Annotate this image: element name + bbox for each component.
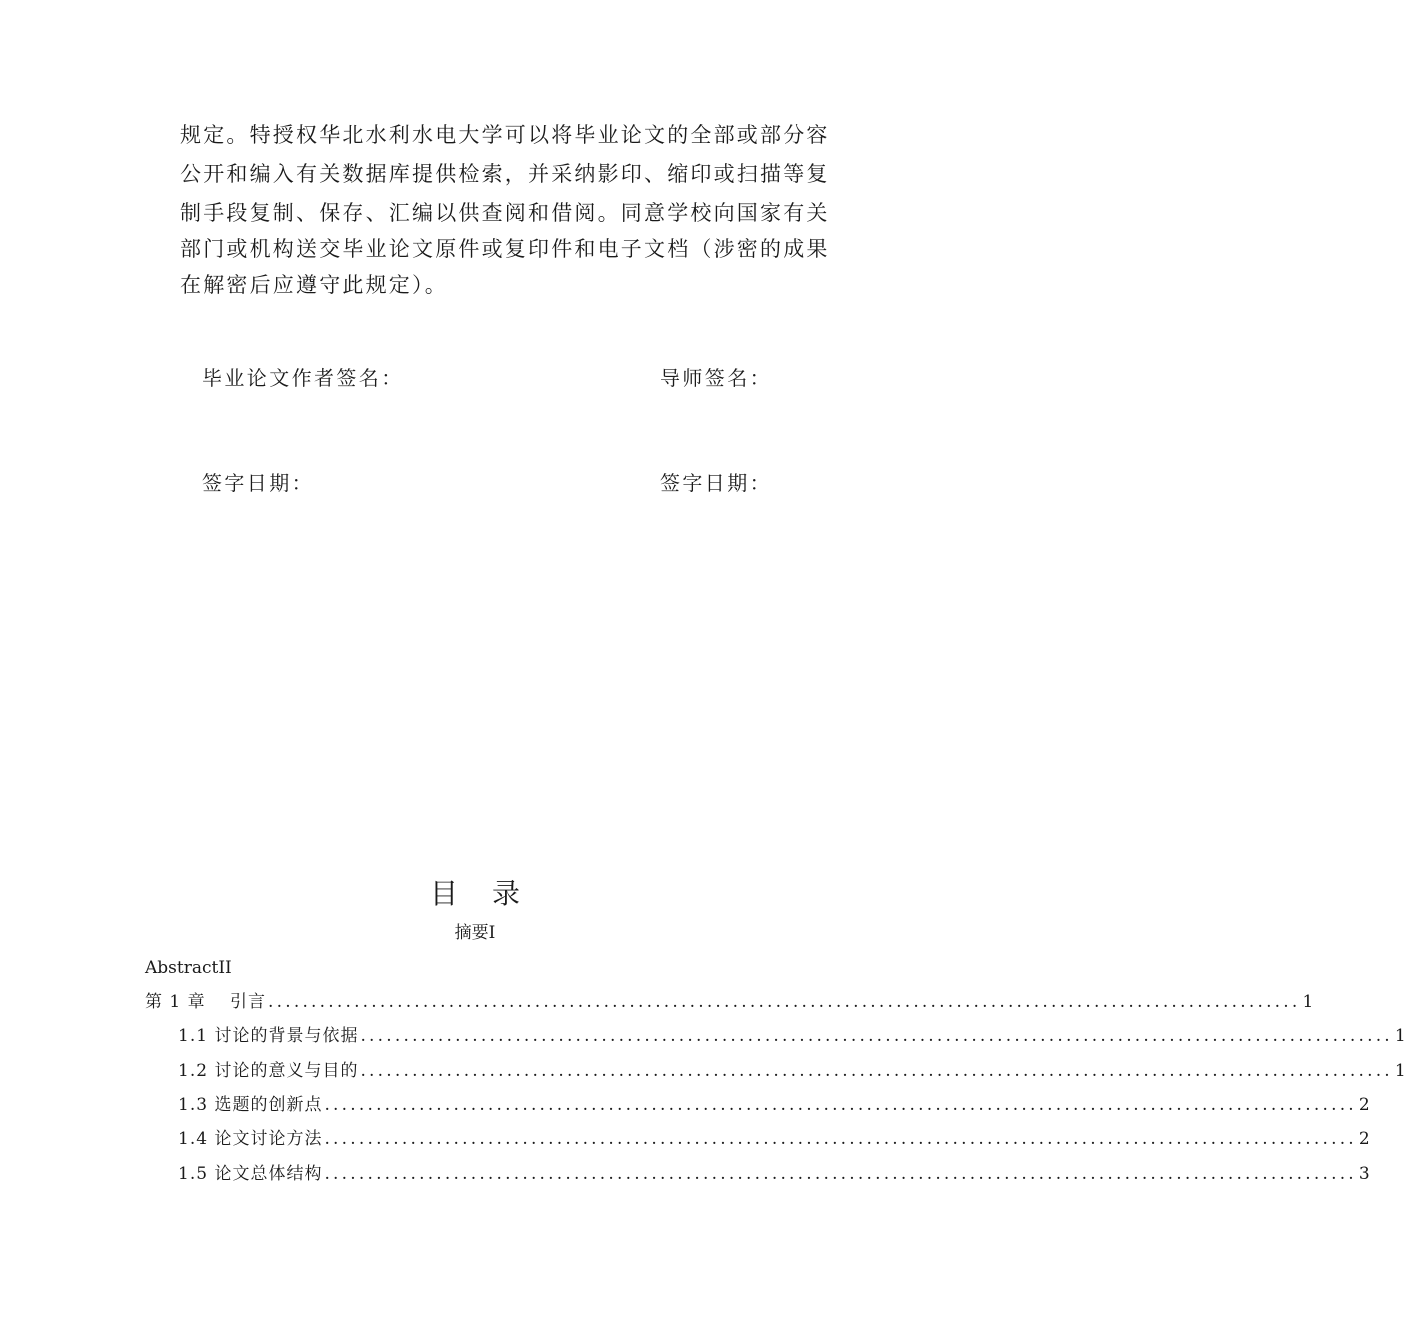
toc-entry-label: 1.4 论文讨论方法 [178,1129,323,1149]
toc-entry-page: 1 [1302,992,1314,1012]
toc-entry-section-1-1[interactable] [178,1023,1406,1049]
toc-entry-page: 2 [1358,1095,1370,1115]
toc-entry-label: 第 1 章 引言 [145,992,267,1012]
toc-entry-section-1-5[interactable] [178,1161,1370,1187]
toc-entry-abstract-en[interactable]: AbstractII [145,958,232,978]
toc-entry-section-1-2[interactable] [178,1058,1406,1084]
toc-leader-dots: ........................................................................................................................ [324,1095,1357,1115]
toc-title-char-1: 目 [429,877,458,910]
toc-entry-label: 1.2 讨论的意义与目的 [178,1061,359,1081]
toc-entry-page: 1 [1394,1061,1406,1081]
advisor-date-label: 签字日期： [660,471,772,495]
toc-leader-dots: ........................................................................................................................ [324,1129,1357,1149]
paragraph-line: 规定。特授权华北水利水电大学可以将毕业论文的全部或部分容 [180,123,830,147]
toc-leader-dots: ........................................................................................................................ [324,1164,1357,1184]
toc-entry-label: 1.3 选题的创新点 [178,1095,323,1115]
toc-leader-dots: ........................................................................................................................ [360,1061,1393,1081]
paragraph-line: 部门或机构送交毕业论文原件或复印件和电子文档（涉密的成果 [180,237,830,261]
toc-entry-chapter-1[interactable] [145,989,1314,1015]
toc-entry-abstract-cn[interactable]: 摘要Ⅰ [454,923,496,943]
author-date-label: 签字日期： [202,471,314,495]
toc-entry-section-1-3[interactable] [178,1092,1370,1118]
toc-title-char-2: 录 [492,877,521,910]
toc-leader-dots: ........................................................................................................................ [360,1026,1393,1046]
toc-entry-label: 1.1 讨论的背景与依据 [178,1026,359,1046]
author-signature-label: 毕业论文作者签名： [202,366,404,390]
paragraph-line: 制手段复制、保存、汇编以供查阅和借阅。同意学校向国家有关 [180,201,830,225]
paragraph-line: 在解密后应遵守此规定）。 [180,273,448,297]
toc-entry-page: 2 [1358,1129,1370,1149]
toc-entry-section-1-4[interactable] [178,1126,1370,1152]
paragraph-line: 公开和编入有关数据库提供检索，并采纳影印、缩印或扫描等复 [180,162,830,186]
toc-leader-dots: ........................................................................................................................ [268,992,1301,1012]
toc-entry-page: 1 [1394,1026,1406,1046]
toc-entry-label: 1.5 论文总体结构 [178,1164,323,1184]
advisor-signature-label: 导师签名： [660,366,772,390]
toc-entry-page: 3 [1358,1164,1370,1184]
toc-title [0,874,950,914]
